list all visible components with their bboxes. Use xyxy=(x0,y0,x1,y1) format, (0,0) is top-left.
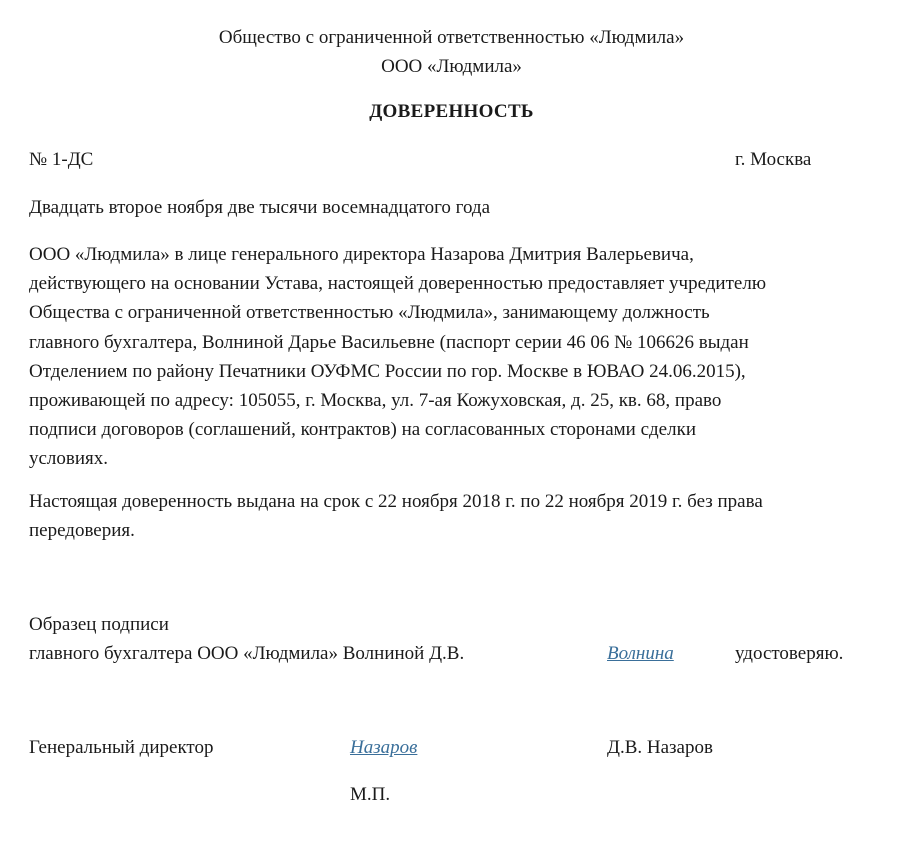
document-title: ДОВЕРЕННОСТЬ xyxy=(369,101,534,122)
term-paragraph xyxy=(29,487,889,545)
signature-sample-label: Образец подписи xyxy=(29,614,169,635)
paragraph-line: подписи договоров (соглашений, контрактов) на согласованных сторонами сделки xyxy=(29,419,696,441)
org-full-name: Общество с ограниченной ответственностью «Людмила» xyxy=(218,27,685,48)
paragraph-line: Настоящая доверенность выдана на срок с 22 ноября 2018 г. по 22 ноября 2019 г. без права xyxy=(29,491,763,512)
director-signature: Назаров xyxy=(350,737,418,758)
paragraph-line: Отделением по району Печатники ОУФМС России по гор. Москве в ЮВАО 24.06.2015), xyxy=(29,360,746,382)
paragraph-line: Общества с ограниченной ответственностью «Людмила», занимающему должность xyxy=(29,302,710,324)
paragraph-line: ООО «Людмила» в лице генерального директора Назарова Дмитрия Валерьевича, xyxy=(29,244,694,265)
paragraph-line: условиях. xyxy=(29,448,109,470)
document-date: Двадцать второе ноября две тысячи восемнадцатого года xyxy=(29,197,491,218)
director-position: Генеральный директор xyxy=(29,737,214,758)
document-number: № 1-ДС xyxy=(29,149,94,170)
main-paragraph xyxy=(29,240,889,474)
signature-sample-holder: главного бухгалтера ООО «Людмила» Волниной Д.В. xyxy=(29,643,465,664)
org-short-name: ООО «Людмила» xyxy=(381,56,522,77)
certify-text: удостоверяю. xyxy=(735,643,844,664)
accountant-signature: Волнина xyxy=(607,643,674,664)
paragraph-line: передоверия. xyxy=(29,520,135,542)
paragraph-line: действующего на основании Устава, настоящей доверенностью предоставляет учредителю xyxy=(29,273,767,295)
director-name: Д.В. Назаров xyxy=(607,737,713,758)
paragraph-line: главного бухгалтера, Волниной Дарье Васильевне (паспорт серии 46 06 № 106626 выдан xyxy=(29,331,749,353)
stamp-place: М.П. xyxy=(350,784,391,805)
document-city: г. Москва xyxy=(735,149,812,170)
paragraph-line: проживающей по адресу: 105055, г. Москва, ул. 7-ая Кожуховская, д. 25, кв. 68, право xyxy=(29,390,722,412)
